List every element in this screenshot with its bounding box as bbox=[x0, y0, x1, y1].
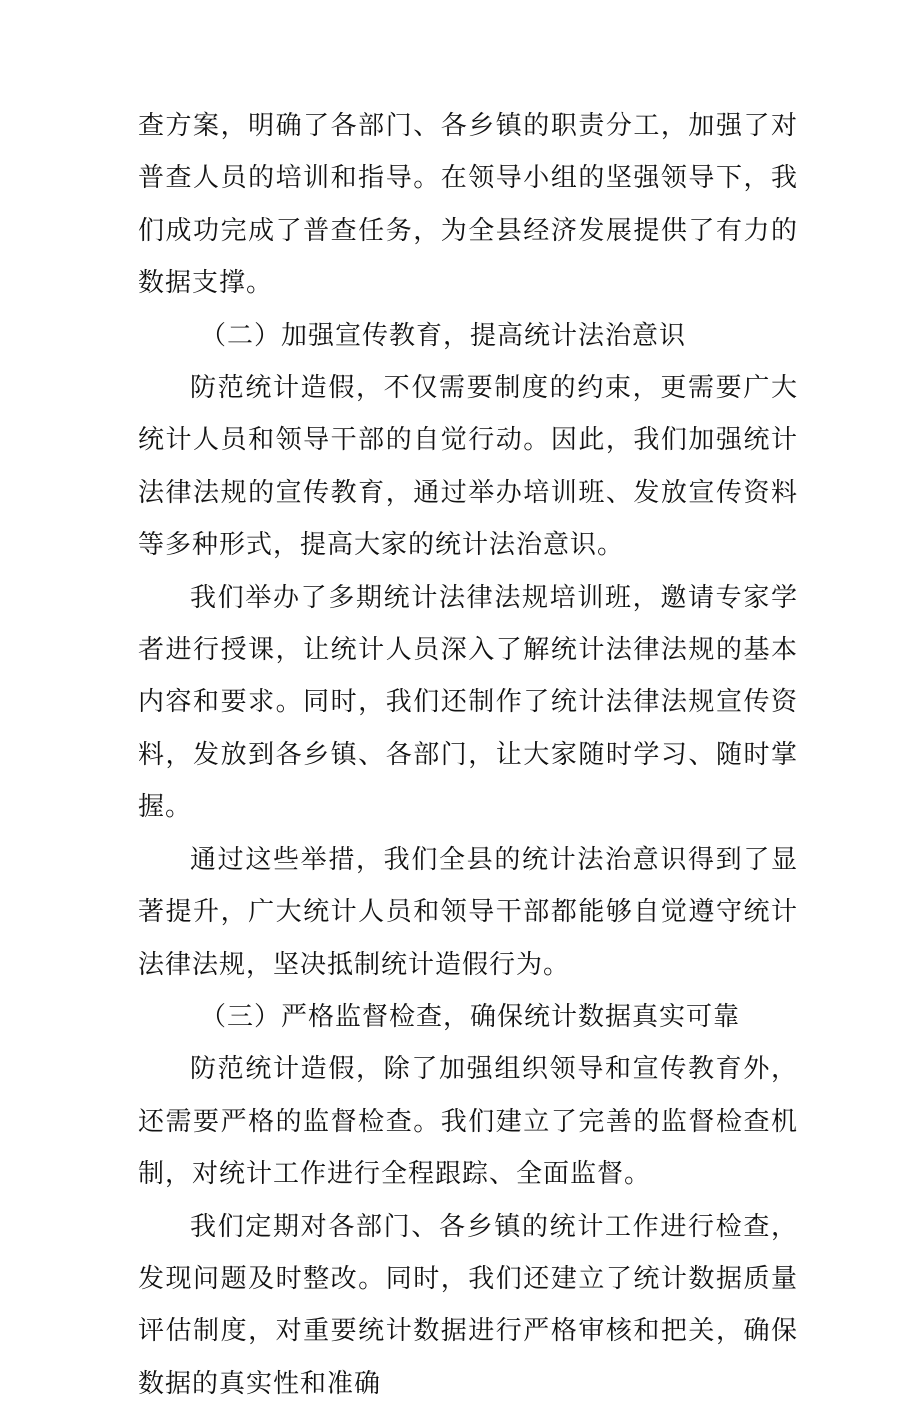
paragraph: 防范统计造假，不仅需要制度的约束，更需要广大统计人员和领导干部的自觉行动。因此，我们加强统计法律法规的宣传教育，通过举办培训班、发放宣传资料等多种形式，提高大家的统计法治意识。 bbox=[138, 373, 798, 561]
section-heading-3: （三）严格监督检查，确保统计数据真实可靠 bbox=[200, 1001, 741, 1032]
document-body bbox=[138, 100, 798, 1410]
paragraph: 通过这些举措，我们全县的统计法治意识得到了显著提升，广大统计人员和领导干部都能够自觉遵守统计法律法规，坚决抵制统计造假行为。 bbox=[138, 844, 798, 980]
paragraph: 我们举办了多期统计法律法规培训班，邀请专家学者进行授课，让统计人员深入了解统计法律法规的基本内容和要求。同时，我们还制作了统计法律法规宣传资料，发放到各乡镇、各部门，让大家随时学习、随时掌握。 bbox=[138, 582, 798, 823]
paragraph: 我们定期对各部门、各乡镇的统计工作进行检查，发现问题及时整改。同时，我们还建立了统计数据质量评估制度，对重要统计数据进行严格审核和把关，确保数据的真实性和准确 bbox=[138, 1211, 798, 1399]
paragraph-continued: 查方案，明确了各部门、各乡镇的职责分工，加强了对普查人员的培训和指导。在领导小组的坚强领导下，我们成功完成了普查任务，为全县经济发展提供了有力的数据支撑。 bbox=[138, 111, 798, 299]
section-heading-2: （二）加强宣传教育，提高统计法治意识 bbox=[200, 320, 687, 351]
paragraph: 防范统计造假，除了加强组织领导和宣传教育外，还需要严格的监督检查。我们建立了完善的监督检查机制，对统计工作进行全程跟踪、全面监督。 bbox=[138, 1054, 798, 1190]
